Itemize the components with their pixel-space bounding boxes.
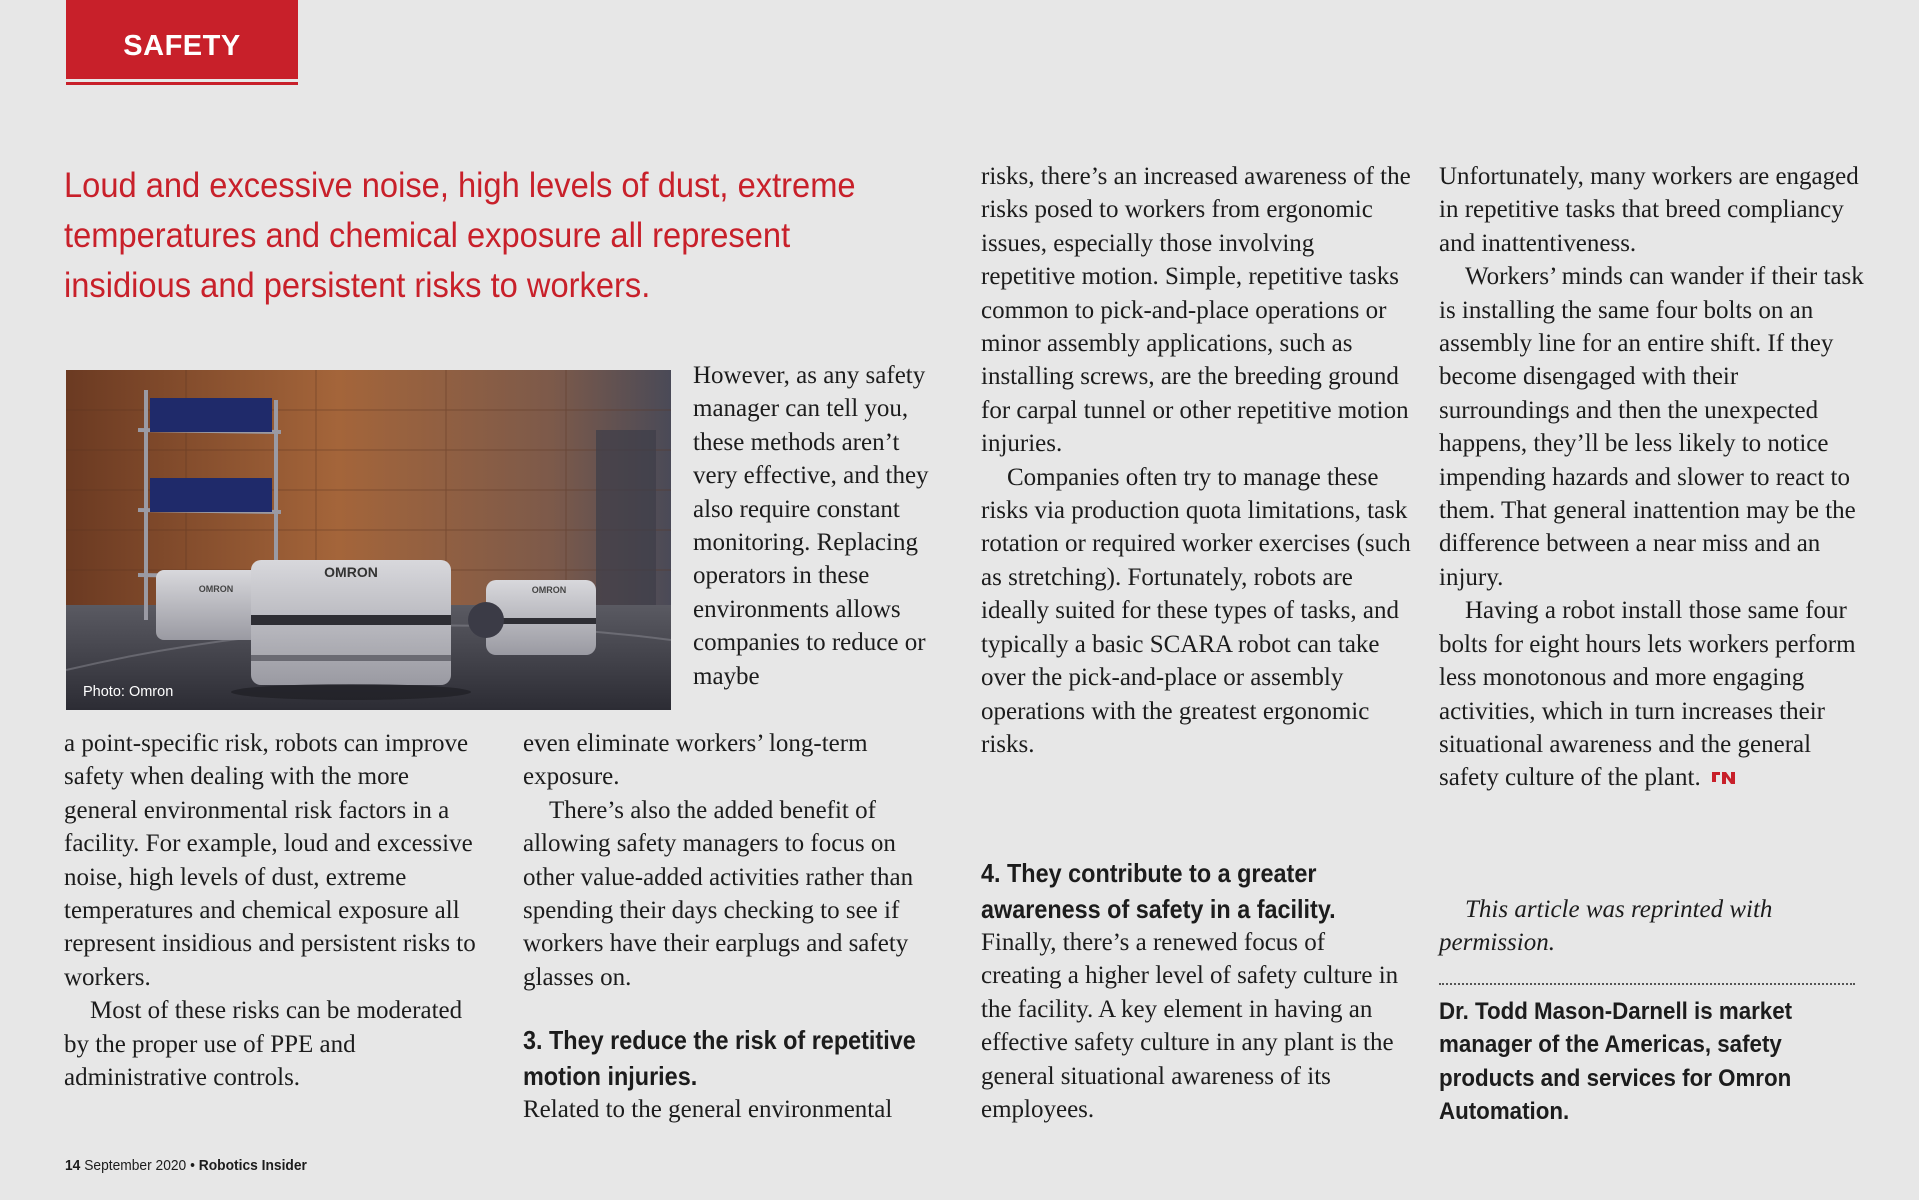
pull-quote: Loud and excessive noise, high levels of dust, extreme temperatures and chemical exposure all represent insidious and persistent risks to workers. xyxy=(64,165,856,305)
author-bio: Dr. Todd Mason-Darnell is market manager of the Americas, safety products and services for Omron Automation. xyxy=(1439,998,1793,1126)
section-tab xyxy=(66,0,298,85)
column2-paragraph-2: There’s also the added benefit of allowing safety managers to focus on other value-added activities rather than spending their days checking to see if workers have their earplugs and safety glasses on. xyxy=(523,796,914,991)
column3-paragraph-1: risks, there’s an increased awareness of the risks posed to workers from ergonomic issues, especially those involving repetitive motion. Simple, repetitive tasks common to pick-and-place operations or minor assembly applications, such as installing screws, are the breeding ground for carpal tunnel or other repetitive motion injuries. xyxy=(981,163,1411,458)
column1-paragraph-1: a point-specific risk, robots can improve safety when dealing with the more general environmental risk factors in a facility. For example, loud and excessive noise, high levels of dust, extreme temperatures and chemical exposure all represent insidious and persistent risks to workers. xyxy=(64,730,476,991)
column-2-wrap xyxy=(693,359,938,693)
column2-wrap-paragraph: However, as any safety manager can tell you, these methods aren’t very effective, and they also require constant monitoring. Replacing operators in these environments allows companies to reduce or maybe xyxy=(693,362,929,690)
column2-paragraph-3: Related to the general environmental xyxy=(523,1096,893,1123)
reprint-note-text: This article was reprinted with permission. xyxy=(1439,896,1773,957)
column-3 xyxy=(981,160,1411,761)
column-2 xyxy=(523,727,948,994)
issue-date: September 2020 xyxy=(84,1157,187,1174)
heading-4: 4. They contribute to a greater awareness of safety in a facility. xyxy=(981,858,1336,924)
article-photo xyxy=(66,370,671,710)
column4-paragraph-3 xyxy=(1439,594,1864,794)
end-of-article-icon xyxy=(1711,768,1737,786)
photo-credit: Photo: Omron xyxy=(83,684,174,700)
byline-divider xyxy=(1439,983,1855,985)
column3-paragraph-2: Companies often try to manage these risks via production quota limitations, task rotation or required worker exercises (such as stretching). Fortunately, robots are ideally suited for these types of tasks, and typically a basic SCARA robot can take over the pick-and-place or assembly operations with the greatest ergonomic risks. xyxy=(981,463,1411,758)
reprint-note xyxy=(1439,893,1859,960)
robot-brand-label-main: OMRON xyxy=(324,564,378,580)
column3-paragraph-3: Finally, there’s a renewed focus of creating a higher level of safety culture in the facility. A key element in having an effective safety culture in any plant is the general situational awareness of its employees. xyxy=(981,929,1399,1124)
column1-paragraph-2: Most of these risks can be moderated by the proper use of PPE and administrative controls. xyxy=(64,997,463,1092)
heading-3: 3. They reduce the risk of repetitive motion injuries. xyxy=(523,1025,916,1091)
page-footer xyxy=(65,1157,307,1174)
section-label: SAFETY xyxy=(123,30,241,62)
column-1 xyxy=(64,727,484,1094)
robot-brand-label-far: OMRON xyxy=(531,585,567,595)
column2-paragraph-1-continued: even eliminate workers’ long-term exposure. xyxy=(523,730,868,791)
robot-scene-illustration xyxy=(66,370,671,710)
footer-separator: • xyxy=(190,1157,195,1174)
page-number: 14 xyxy=(65,1157,81,1174)
publication-name: Robotics Insider xyxy=(198,1157,307,1174)
column-4 xyxy=(1439,160,1864,795)
column4-paragraph-3-text: Having a robot install those same four bolts for eight hours lets workers perform less monotonous and more engaging activities, which in turn increases their situational awareness and the general safety culture of the plant. xyxy=(1439,597,1856,792)
column4-paragraph-2: Workers’ minds can wander if their task is installing the same four bolts on an assembly line for an entire shift. If they become disengaged with their surroundings and then the unexpected happens, they’ll be less likely to notice impending hazards and slower to react to them. That general inattention may be the difference between a near miss and an injury. xyxy=(1439,263,1864,591)
robot-brand-label-rear: OMRON xyxy=(198,584,234,594)
column4-paragraph-1: Unfortunately, many workers are engaged in repetitive tasks that breed compliancy and inattentiveness. xyxy=(1439,163,1859,257)
